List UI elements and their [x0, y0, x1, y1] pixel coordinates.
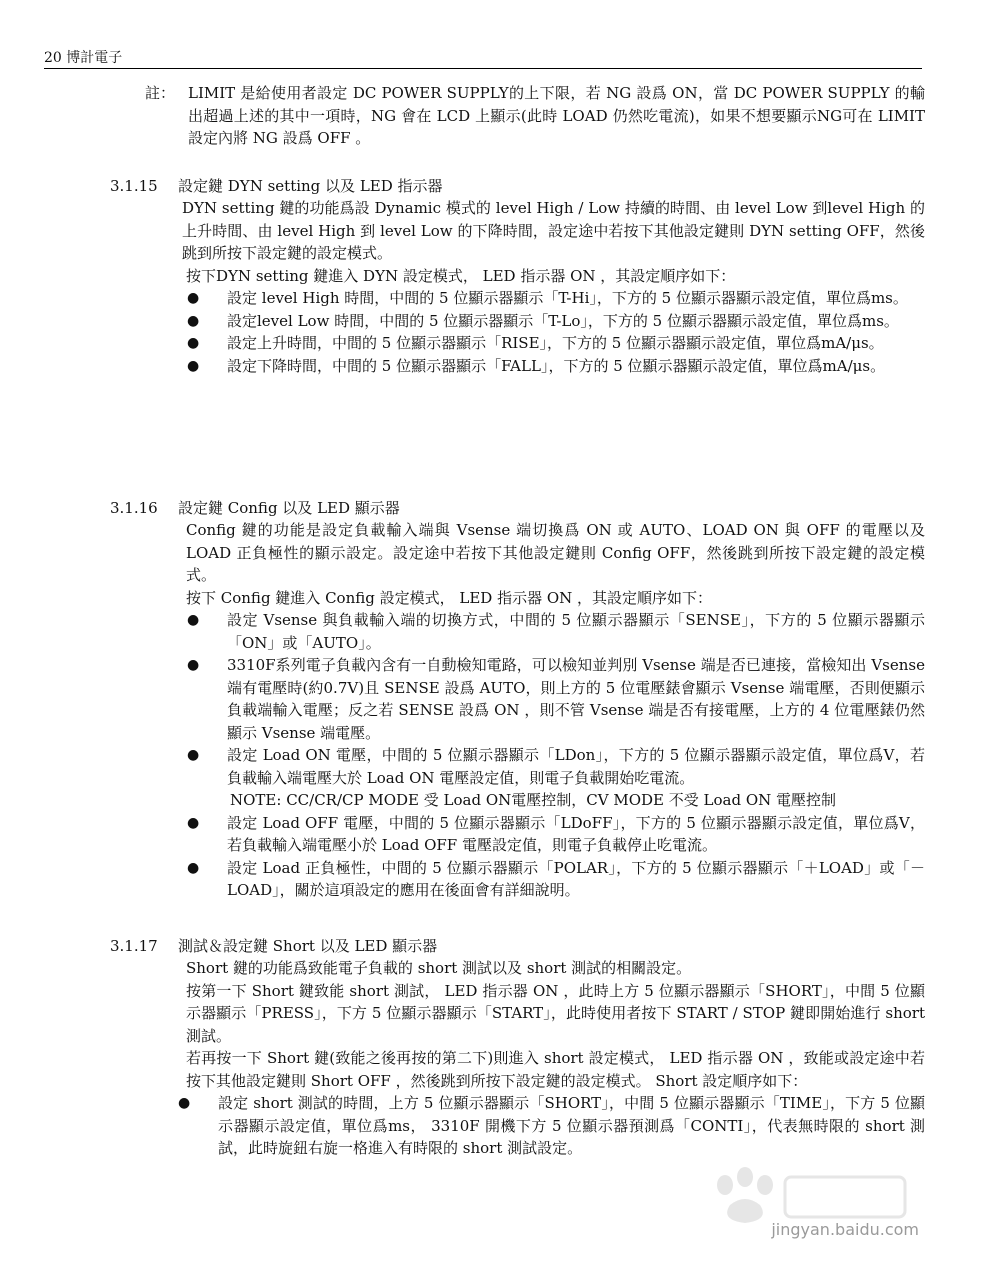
- bullet-icon: ●: [187, 335, 200, 351]
- paragraph: 按下DYN setting 鍵進入 DYN 設定模式， LED 指示器 ON ，其設定順序如下：: [186, 266, 736, 285]
- section-3-1-17: [110, 935, 925, 1160]
- bullet-icon: ●: [187, 657, 200, 673]
- note-text: LIMIT 是給使用者設定 DC POWER SUPPLY的上下限，若 NG 設爲 ON，當 DC POWER SUPPLY 的輸出超過上述的其中一項時，NG 會在 LCD 上顯示(此時 LOAD 仍然吃電流)，如果不想要顯示NG可在 LIMIT 設定內將 NG 設爲 OFF 。: [188, 84, 925, 147]
- bullet-icon: ●: [187, 859, 200, 876]
- paragraph: 按下 Config 鍵進入 Config 設定模式， LED 指示器 ON ，其設定順序如下：: [186, 588, 713, 607]
- list-item-text: 設定上升時間，中間的 5 位顯示器顯示「RISE」，下方的 5 位顯示器顯示設定值，單位爲mA/μs。: [227, 334, 884, 352]
- section-3-1-16: [110, 497, 925, 902]
- bullet-icon: ●: [187, 612, 200, 628]
- baidu-watermark-logo: [705, 1165, 925, 1255]
- list-item: [187, 355, 925, 378]
- list-item-text: 設定下降時間，中間的 5 位顯示器顯示「FALL」，下方的 5 位顯示器顯示設定值，單位爲mA/μs。: [227, 356, 886, 375]
- paragraph: Config 鍵的功能是設定負載輸入端與 Vsense 端切換爲 ON 或 AUTO、LOAD ON 與 OFF 的電壓以及 LOAD 正負極性的顯示設定。設定途中若按下其他設定鍵則 Config OFF，然後跳到所按下設定鍵的設定模式。: [186, 521, 925, 584]
- section-heading: [110, 497, 925, 519]
- list-item-text: 設定 Load ON 電壓，中間的 5 位顯示器顯示「LDon」，下方的 5 位顯示器顯示設定值，單位爲V，若負載輸入端電壓大於 Load ON 電壓設定值，則電子負載開始吃電流。: [227, 746, 925, 787]
- bullet-icon: ●: [187, 357, 200, 374]
- mode-note: NOTE: CC/CR/CP MODE 受 Load ON電壓控制，CV MODE 不受 Load ON 電壓控制: [230, 791, 837, 809]
- section-title: 設定鍵 DYN setting 以及 LED 指示器: [178, 177, 443, 195]
- list-item: [187, 812, 925, 857]
- list-item: [187, 287, 925, 310]
- section-number: 3.1.16: [110, 499, 158, 517]
- list-item-text: 設定 Load OFF 電壓，中間的 5 位顯示器顯示「LDoFF」，下方的 5 位顯示器顯示設定值，單位爲V，若負載輸入端電壓小於 Load OFF 電壓設定值，則電子負載停止吃電流。: [227, 813, 925, 854]
- list-item: [187, 857, 925, 902]
- limit-note: [145, 82, 925, 150]
- section-title: 測試＆設定鍵 Short 以及 LED 顯示器: [178, 937, 438, 955]
- bullet-icon: ●: [187, 747, 200, 763]
- section-number: 3.1.17: [110, 937, 158, 955]
- bullet-icon: ●: [187, 312, 200, 329]
- list-item-text: 設定 Load 正負極性，中間的 5 位顯示器顯示「POLAR」，下方的 5 位顯示器顯示「＋LOAD」或「－LOAD」，關於這項設定的應用在後面會有詳細說明。: [227, 858, 925, 899]
- list-item: [187, 654, 925, 744]
- note-label: 註：: [145, 84, 176, 102]
- bullet-list: [110, 609, 925, 902]
- paragraph: Short 鍵的功能爲致能電子負載的 short 測試以及 short 測試的相關設定。: [186, 959, 692, 977]
- list-item-text: 設定 short 測試的時間，上方 5 位顯示器顯示「SHORT」，中間 5 位顯示器顯示「TIME」，下方 5 位顯示器顯示設定值，單位爲ms， 3310F 開機下方 5 位顯示器預測爲「CONTI」，代表無時限的 short 測試，此時旋鈕右旋一格進入有時限的 short 測試設定。: [218, 1094, 925, 1157]
- list-item: [187, 332, 925, 355]
- bullet-icon: ●: [187, 290, 200, 306]
- watermark-text: jingyan.baidu.com: [771, 1220, 919, 1239]
- bullet-icon: ●: [187, 814, 200, 831]
- section-title: 設定鍵 Config 以及 LED 顯示器: [178, 499, 400, 517]
- list-item: [187, 310, 925, 333]
- list-item: [187, 609, 925, 654]
- paragraph: DYN setting 鍵的功能爲設 Dynamic 模式的 level High / Low 持續的時間、由 level Low 到level High 的上升時間、由 level High 到 level Low 的下降時間，設定途中若按下其他設定鍵則 DYN setting OFF，然後跳到所按下設定鍵的設定模式。: [182, 199, 925, 262]
- list-item-text: 3310F系列電子負載內含有一自動檢知電路，可以檢知並判別 Vsense 端是否已連接，當檢知出 Vsense 端有電壓時(約0.7V)且 SENSE 設爲 AUTO，則上方的 5 位電壓錶會顯示 Vsense 端電壓，否則便顯示負載端輸入電壓；反之若 SENSE 設爲 ON ，則不管 Vsense 端是否有接電壓，上方的 4 位電壓錶仍然顯示 Vsense 端電壓。: [227, 656, 925, 742]
- section-number: 3.1.15: [110, 177, 158, 195]
- section-heading: [110, 935, 925, 957]
- page-header: 20 博計電子: [44, 50, 123, 66]
- list-item-text: 設定 level High 時間，中間的 5 位顯示器顯示「T-Hi」，下方的 5 位顯示器顯示設定值，單位爲ms。: [227, 289, 908, 307]
- bullet-icon: ●: [178, 1095, 191, 1111]
- list-item: [187, 744, 925, 789]
- paragraph: 若再按一下 Short 鍵(致能之後再按的第二下)則進入 short 設定模式， LED 指示器 ON ，致能或設定途中若按下其他設定鍵則 Short OFF ，然後跳到所按下設定鍵的設定模式。 Short 設定順序如下：: [186, 1049, 925, 1090]
- list-item: [178, 1092, 925, 1160]
- bullet-list: [110, 1092, 925, 1160]
- list-item-text: 設定 Vsense 與負載輸入端的切換方式，中間的 5 位顯示器顯示「SENSE」，下方的 5 位顯示器顯示「ON」或「AUTO」。: [227, 611, 925, 652]
- section-heading: [110, 175, 925, 197]
- paragraph: 按第一下 Short 鍵致能 short 測試， LED 指示器 ON ，此時上方 5 位顯示器顯示「SHORT」，中間 5 位顯示器顯示「PRESS」，下方 5 位顯示器顯示「START」，此時使用者按下 START / STOP 鍵即開始進行 short 測試。: [186, 981, 925, 1045]
- section-3-1-15: [110, 175, 925, 377]
- bullet-list: [110, 287, 925, 377]
- list-item-text: 設定level Low 時間，中間的 5 位顯示器顯示「T-Lo」，下方的 5 位顯示器顯示設定值，單位爲ms。: [227, 311, 899, 330]
- header-rule: [44, 68, 922, 69]
